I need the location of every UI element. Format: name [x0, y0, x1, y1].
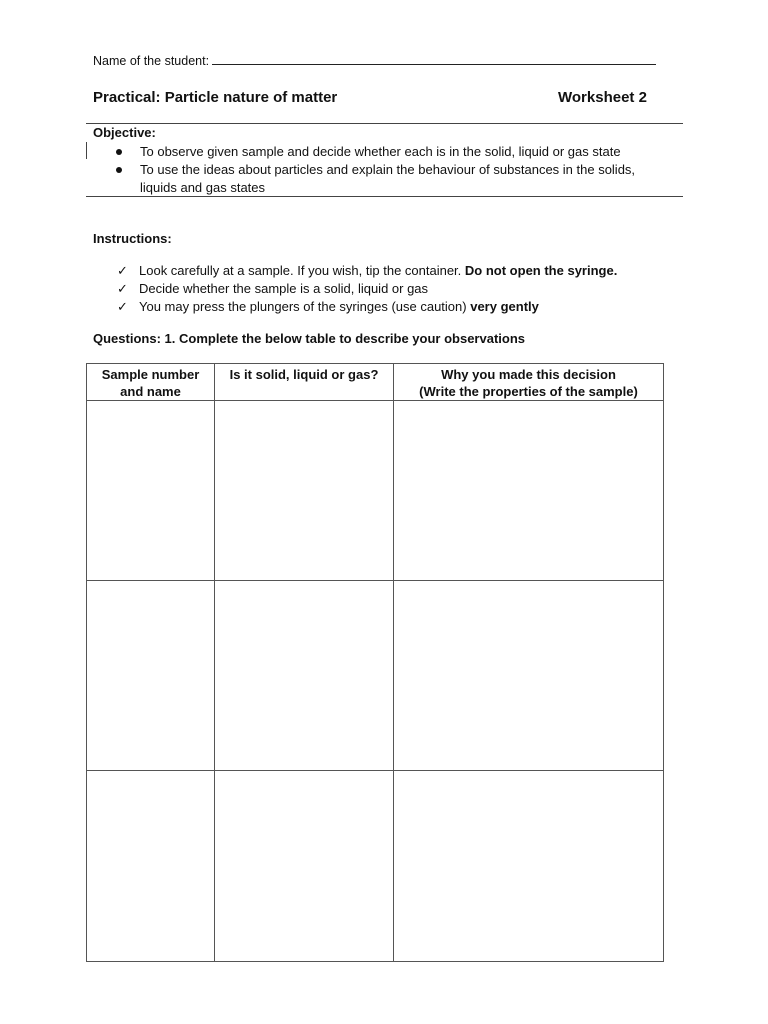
instructions-title: Instructions: — [93, 231, 172, 246]
table-row — [87, 771, 664, 962]
state-cell[interactable] — [215, 581, 394, 771]
sample-cell[interactable] — [87, 581, 215, 771]
objective-title: Objective: — [93, 125, 156, 140]
instruction-item-text: You may press the plungers of the syringes (use caution) very gently — [139, 299, 539, 314]
student-name-field[interactable] — [93, 52, 656, 68]
table-row — [87, 401, 664, 581]
checkmark-icon: ✓ — [117, 263, 128, 278]
objective-item-text: To use the ideas about particles and explain the behaviour of substances in the solids, liquids and gas states — [140, 162, 636, 195]
checkmark-icon: ✓ — [117, 281, 128, 296]
header-state: Is it solid, liquid or gas? — [215, 364, 394, 401]
instruction-emphasis: very gently — [470, 299, 539, 314]
header-sample-number: Sample number and name — [87, 364, 215, 401]
instruction-item-text: Look carefully at a sample. If you wish, tip the container. Do not open the syringe. — [139, 263, 618, 278]
bullet-icon — [116, 149, 122, 155]
instruction-item-text: Decide whether the sample is a solid, liquid or gas — [139, 281, 429, 296]
sample-cell[interactable] — [87, 401, 215, 581]
reason-cell[interactable] — [394, 401, 664, 581]
objective-margin-marker — [86, 142, 87, 159]
student-name-label: Name of the student: — [93, 54, 210, 68]
page-title: Practical: Particle nature of matter — [93, 89, 338, 106]
question-1-text: Complete the below table to describe your observations — [178, 331, 526, 346]
questions-label: Questions: 1. — [93, 331, 176, 346]
instruction-emphasis: Do not open the syringe. — [464, 263, 618, 278]
state-cell[interactable] — [215, 771, 394, 962]
bullet-icon — [116, 167, 122, 173]
table-row — [87, 581, 664, 771]
student-name-blank-line[interactable] — [212, 52, 656, 65]
worksheet-number: Worksheet 2 — [558, 89, 647, 106]
table-header-row — [87, 364, 664, 401]
question-1 — [93, 331, 525, 346]
objective-item-text: To observe given sample and decide whether each is in the solid, liquid or gas state — [140, 144, 621, 159]
sample-cell[interactable] — [87, 771, 215, 962]
header-reason: Why you made this decision (Write the properties of the sample) — [394, 364, 664, 401]
reason-cell[interactable] — [394, 581, 664, 771]
state-cell[interactable] — [215, 401, 394, 581]
observations-table — [86, 363, 664, 962]
checkmark-icon: ✓ — [117, 299, 128, 314]
reason-cell[interactable] — [394, 771, 664, 962]
